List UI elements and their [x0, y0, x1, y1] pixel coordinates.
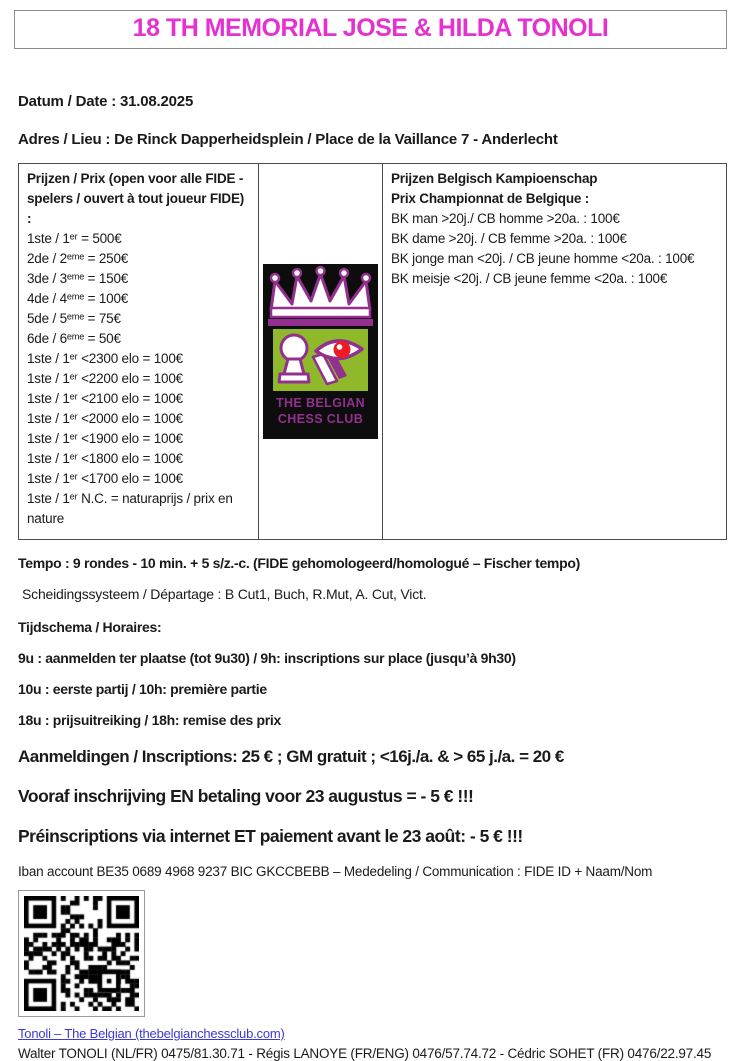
bk-prize-row: BK man >20j./ CB homme >20a. : 100€: [391, 211, 620, 226]
open-prizes-cell: [19, 164, 259, 539]
page-title: 18 TH MEMORIAL JOSE & HILDA TONOLI: [132, 14, 609, 42]
open-prize-row: 1ste / 1ᵉʳ <1700 elo = 100€: [27, 471, 183, 486]
bk-prizes-header-nl: Prijzen Belgisch Kampioenschap: [391, 171, 598, 186]
bk-prize-row: BK jonge man <20j. / CB jeune homme <20a. : 100€: [391, 251, 695, 266]
qr-code-canvas: [24, 896, 139, 1011]
club-logo-cell: [259, 164, 383, 539]
open-prize-row: 2de / 2ᵉᵐᵉ = 250€: [27, 251, 129, 266]
title-banner: [14, 10, 727, 49]
open-prize-row: 1ste / 1ᵉʳ <2000 elo = 100€: [27, 411, 183, 426]
early-discount-fr: Préinscriptions via internet ET paiement avant le 23 août: - 5 € !!!: [18, 826, 523, 846]
bk-prizes-header-fr: Prix Championnat de Belgique :: [391, 191, 590, 206]
open-prize-row: 1ste / 1ᵉʳ N.C. = naturaprijs / prix en nature: [27, 491, 233, 526]
contacts-line: Walter TONOLI (NL/FR) 0475/81.30.71 - Régis LANOYE (FR/ENG) 0476/57.74.72 - Cédric SOHET (FR) 0476/22.97.45: [18, 1046, 712, 1061]
schedule-line: 10u : eerste partij / 10h: première partie: [18, 681, 267, 697]
flyer-page: [0, 10, 741, 1061]
open-prize-row: 5de / 5ᵉᵐᵉ = 75€: [27, 311, 121, 326]
early-discount-nl: Vooraf inschrijving EN betaling voor 23 augustus = - 5 € !!!: [18, 786, 474, 806]
entry-fees-line: Aanmeldingen / Inscriptions: 25 € ; GM gratuit ; <16j./a. & > 65 j./a. = 20 €: [18, 747, 564, 766]
date-line: Datum / Date : 31.08.2025: [18, 93, 194, 110]
open-prize-row: 1ste / 1ᵉʳ <2100 elo = 100€: [27, 391, 183, 406]
open-prize-row: 6de / 6ᵉᵐᵉ = 50€: [27, 331, 121, 346]
open-prize-row: 1ste / 1ᵉʳ <2300 elo = 100€: [27, 351, 183, 366]
tiebreak-line: Scheidingssysteem / Départage : B Cut1, Buch, R.Mut, A. Cut, Vict.: [22, 586, 427, 602]
open-prize-row: 3de / 3ᵉᵐᵉ = 150€: [27, 271, 129, 286]
address-line: Adres / Lieu : De Rinck Dapperheidsplein / Place de la Vaillance 7 - Anderlecht: [18, 131, 558, 148]
schedule-list: [18, 650, 727, 728]
prize-table: [18, 163, 727, 540]
schedule-line: 18u : prijsuitreiking / 18h: remise des prix: [18, 712, 282, 728]
schedule-line: 9u : aanmelden ter plaatse (tot 9u30) / 9h: inscriptions sur place (jusqu’à 9h30): [18, 650, 516, 666]
open-prizes-list: [27, 229, 250, 529]
bk-prize-row: BK dame >20j. / CB femme >20a. : 100€: [391, 231, 627, 246]
footer: [18, 1025, 727, 1061]
open-prize-row: 1ste / 1ᵉʳ = 500€: [27, 231, 122, 246]
iban-line: Iban account BE35 0689 4968 9237 BIC GKCCBEBB – Mededeling / Communication : FIDE ID + Naam/Nom: [18, 864, 653, 879]
open-prize-row: 1ste / 1ᵉʳ <2200 elo = 100€: [27, 371, 183, 386]
bk-prizes-list: [391, 209, 718, 289]
logo-text-line2: CHESS CLUB: [277, 412, 364, 426]
belgian-chess-club-logo: [263, 264, 378, 439]
open-prize-row: 4de / 4ᵉᵐᵉ = 100€: [27, 291, 129, 306]
tempo-line: Tempo : 9 rondes - 10 min. + 5 s/z.-c. (FIDE gehomologeerd/homologué – Fischer tempo): [18, 555, 580, 571]
club-website-link[interactable]: Tonoli – The Belgian (thebelgianchessclub.com): [18, 1026, 285, 1041]
logo-text-line1: THE BELGIAN: [275, 396, 366, 410]
bk-prize-row: BK meisje <20j. / CB jeune femme <20a. : 100€: [391, 271, 668, 286]
qr-code: [18, 890, 145, 1017]
open-prizes-header: Prijzen / Prix (open voor alle FIDE - spelers / ouvert à tout joueur FIDE) :: [27, 171, 245, 226]
open-prize-row: 1ste / 1ᵉʳ <1800 elo = 100€: [27, 451, 183, 466]
bk-prizes-cell: [383, 164, 726, 539]
schedule-header: Tijdschema / Horaires:: [18, 619, 162, 635]
open-prize-row: 1ste / 1ᵉʳ <1900 elo = 100€: [27, 431, 183, 446]
